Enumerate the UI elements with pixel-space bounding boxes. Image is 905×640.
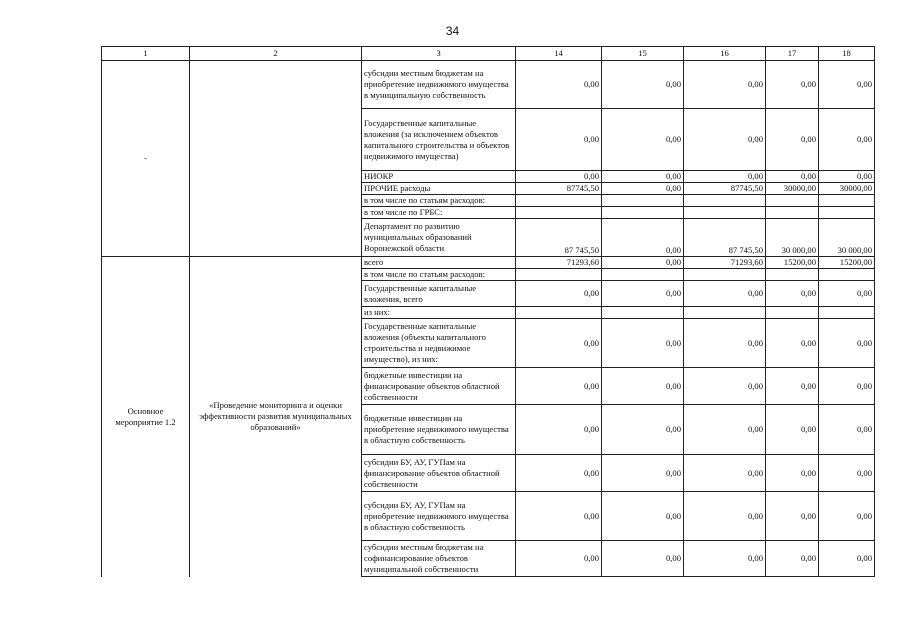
col-header: 14: [516, 47, 602, 61]
cell-value: 87745,50: [516, 183, 602, 195]
cell-value: 0,00: [766, 61, 819, 109]
cell-value: 0,00: [602, 257, 684, 269]
cell-value: 0,00: [684, 492, 766, 541]
row-label: из них:: [362, 307, 516, 319]
cell-value: 0,00: [766, 368, 819, 405]
cell-value: 0,00: [516, 492, 602, 541]
cell-value: 0,00: [766, 171, 819, 183]
row-group-col2: [190, 61, 362, 257]
cell-value: 0,00: [602, 61, 684, 109]
cell-value: [602, 195, 684, 207]
col-header: 2: [190, 47, 362, 61]
cell-value: 0,00: [602, 405, 684, 455]
cell-value: 87 745,50: [516, 219, 602, 257]
cell-value: [819, 269, 875, 281]
cell-value: 0,00: [602, 541, 684, 577]
cell-value: 71293,60: [684, 257, 766, 269]
header-row: [102, 47, 875, 61]
cell-value: [766, 207, 819, 219]
cell-value: 0,00: [766, 109, 819, 171]
page-number: 34: [445, 24, 460, 38]
cell-value: 30 000,00: [766, 219, 819, 257]
cell-value: [766, 307, 819, 319]
row-label: бюджетные инвестиции на финансирование объектов областной собственности: [362, 368, 516, 405]
cell-value: [516, 269, 602, 281]
row-group-col1: -: [102, 61, 190, 257]
cell-value: 0,00: [766, 492, 819, 541]
cell-value: 0,00: [516, 109, 602, 171]
row-label: Государственные капитальные вложения (за исключением объектов капитального строительства и объектов недвижимого имущества): [362, 109, 516, 171]
row-label: НИОКР: [362, 171, 516, 183]
table-row: [102, 257, 875, 269]
cell-value: 0,00: [819, 455, 875, 492]
cell-value: 0,00: [602, 219, 684, 257]
cell-value: 0,00: [684, 109, 766, 171]
col-header: 16: [684, 47, 766, 61]
cell-value: 0,00: [602, 281, 684, 307]
row-label: в том числе по статьям расходов:: [362, 195, 516, 207]
cell-value: 0,00: [684, 455, 766, 492]
cell-value: [602, 307, 684, 319]
cell-value: 0,00: [819, 61, 875, 109]
row-label: Государственные капитальные вложения (объекты капитального строительства и недвижимое имущество), из них:: [362, 319, 516, 368]
row-label: субсидии БУ, АУ, ГУПам на финансирование объектов областной собственности: [362, 455, 516, 492]
row-label: субсидии местным бюджетам на софинансирование объектов муниципальной собственности: [362, 541, 516, 577]
cell-value: 30 000,00: [819, 219, 875, 257]
cell-value: 0,00: [766, 319, 819, 368]
cell-value: [766, 195, 819, 207]
cell-value: 0,00: [819, 319, 875, 368]
cell-value: 0,00: [602, 109, 684, 171]
cell-value: [684, 195, 766, 207]
cell-value: [819, 307, 875, 319]
col-header: 1: [102, 47, 190, 61]
cell-value: 0,00: [766, 541, 819, 577]
cell-value: 0,00: [602, 368, 684, 405]
cell-value: 0,00: [684, 405, 766, 455]
cell-value: [684, 269, 766, 281]
cell-value: 0,00: [819, 171, 875, 183]
col-header: 18: [819, 47, 875, 61]
cell-value: 0,00: [516, 319, 602, 368]
row-label: субсидии БУ, АУ, ГУПам на приобретение недвижимого имущества в областную собственность: [362, 492, 516, 541]
cell-value: 0,00: [819, 405, 875, 455]
cell-value: 0,00: [516, 368, 602, 405]
cell-value: 71293,60: [516, 257, 602, 269]
col-header: 17: [766, 47, 819, 61]
cell-value: [516, 195, 602, 207]
cell-value: [819, 207, 875, 219]
cell-value: 0,00: [684, 319, 766, 368]
row-label: Государственные капитальные вложения, всего: [362, 281, 516, 307]
cell-value: 0,00: [516, 405, 602, 455]
cell-value: 0,00: [516, 541, 602, 577]
cell-value: 0,00: [819, 541, 875, 577]
cell-value: 0,00: [684, 281, 766, 307]
cell-value: 0,00: [684, 171, 766, 183]
row-label: ПРОЧИЕ расходы: [362, 183, 516, 195]
col-header: 15: [602, 47, 684, 61]
row-label: Департамент по развитию муниципальных образований Воронежской области: [362, 219, 516, 257]
cell-value: [602, 269, 684, 281]
cell-value: 0,00: [516, 171, 602, 183]
cell-value: 30000,00: [819, 183, 875, 195]
cell-value: 87745,50: [684, 183, 766, 195]
cell-value: 0,00: [602, 171, 684, 183]
cell-value: 15200,00: [819, 257, 875, 269]
cell-value: 0,00: [516, 61, 602, 109]
cell-value: 30000,00: [766, 183, 819, 195]
cell-value: [516, 207, 602, 219]
row-label: в том числе по статьям расходов:: [362, 269, 516, 281]
row-label: всего: [362, 257, 516, 269]
cell-value: 0,00: [766, 405, 819, 455]
row-label: субсидии местным бюджетам на приобретение недвижимого имущества в муниципальную собственность: [362, 61, 516, 109]
cell-value: 0,00: [766, 455, 819, 492]
cell-value: 0,00: [819, 368, 875, 405]
col-header: 3: [362, 47, 516, 61]
cell-value: 0,00: [602, 183, 684, 195]
row-label: в том числе по ГРБС:: [362, 207, 516, 219]
cell-value: 0,00: [766, 281, 819, 307]
cell-value: [766, 269, 819, 281]
measure-title: «Проведение мониторинга и оценки эффективности развития муниципальных образований»: [190, 257, 362, 577]
cell-value: 15200,00: [766, 257, 819, 269]
cell-value: 0,00: [602, 319, 684, 368]
cell-value: 0,00: [602, 492, 684, 541]
cell-value: 0,00: [819, 109, 875, 171]
cell-value: 0,00: [684, 541, 766, 577]
row-label: бюджетные инвестиции на приобретение недвижимого имущества в областную собственность: [362, 405, 516, 455]
measure-number: Основное мероприятие 1.2: [102, 257, 190, 577]
cell-value: [684, 307, 766, 319]
cell-value: 0,00: [819, 492, 875, 541]
cell-value: 0,00: [516, 281, 602, 307]
budget-table: [101, 46, 875, 577]
cell-value: 0,00: [516, 455, 602, 492]
cell-value: 87 745,50: [684, 219, 766, 257]
cell-value: [684, 207, 766, 219]
cell-value: 0,00: [684, 368, 766, 405]
cell-value: [819, 195, 875, 207]
cell-value: 0,00: [602, 455, 684, 492]
table-row: [102, 61, 875, 109]
cell-value: 0,00: [819, 281, 875, 307]
cell-value: [516, 307, 602, 319]
cell-value: 0,00: [684, 61, 766, 109]
cell-value: [602, 207, 684, 219]
